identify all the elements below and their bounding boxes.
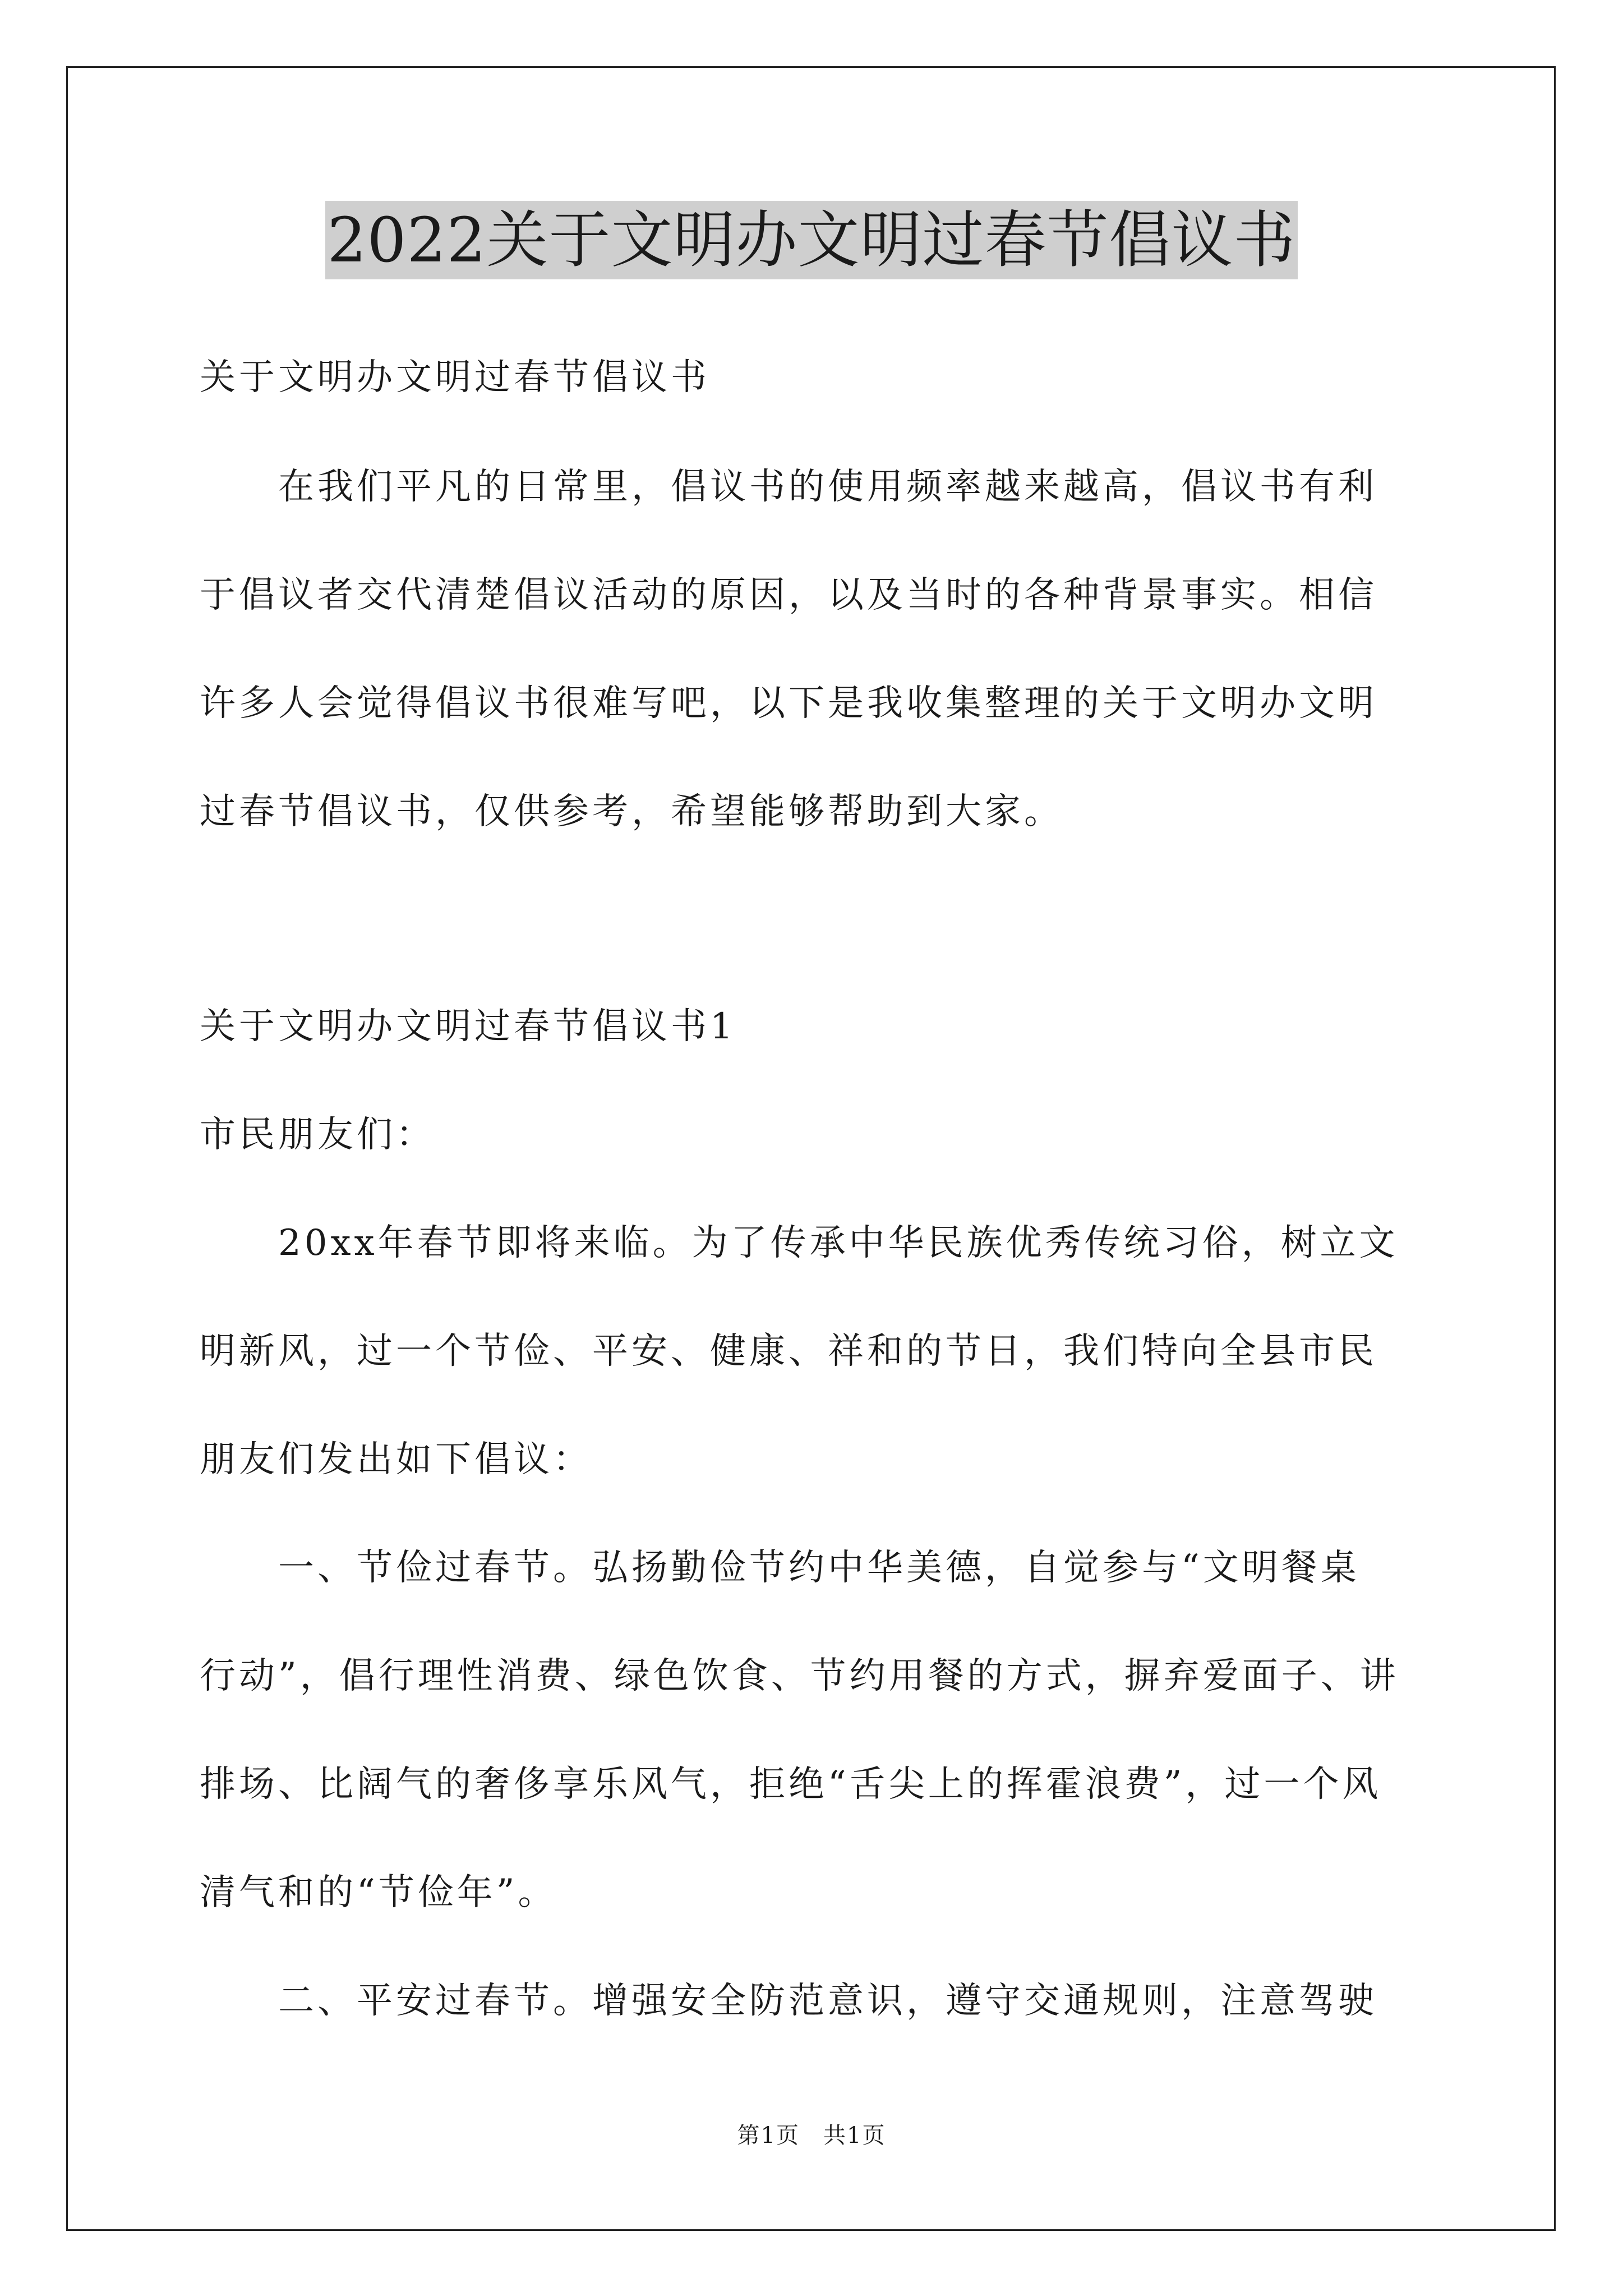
- body-line: 于倡议者交代清楚倡议活动的原因，以及当时的各种背景事实。相信: [200, 574, 1377, 616]
- title-container: [0, 201, 1623, 279]
- body-line: 朋友们发出如下倡议：: [200, 1439, 592, 1480]
- body-line: 排场、比阔气的奢侈享乐风气，拒绝“舌尖上的挥霍浪费”，过一个风: [200, 1764, 1382, 1805]
- body-line: 行动”，倡行理性消费、绿色饮食、节约用餐的方式，摒弃爱面子、讲: [200, 1655, 1399, 1697]
- salutation-line: 市民朋友们：: [200, 1114, 435, 1156]
- body-line: 二、平安过春节。增强安全防范意识，遵守交通规则，注意驾驶: [278, 1980, 1377, 2022]
- body-line: 一、节俭过春节。弘扬勤俭节约中华美德，自觉参与“文明餐桌: [278, 1547, 1360, 1589]
- body-line: 清气和的“节俭年”。: [200, 1872, 557, 1913]
- body-line: 在我们平凡的日常里，倡议书的使用频率越来越高，倡议书有利: [278, 466, 1377, 508]
- page-footer: 第1页 共1页: [737, 2123, 886, 2148]
- body-line: 明新风，过一个节俭、平安、健康、祥和的节日，我们特向全县市民: [200, 1331, 1377, 1372]
- section-heading: 关于文明办文明过春节倡议书1: [200, 1006, 736, 1047]
- body-line: 20xx年春节即将来临。为了传承中华民族优秀传统习俗，树立文: [278, 1222, 1399, 1264]
- body-line: 过春节倡议书，仅供参考，希望能够帮助到大家。: [200, 791, 1063, 832]
- document-title: 2022关于文明办文明过春节倡议书: [325, 201, 1298, 279]
- body-line: 许多人会觉得倡议书很难写吧，以下是我收集整理的关于文明办文明: [200, 683, 1377, 724]
- subtitle-line: 关于文明办文明过春节倡议书: [200, 357, 710, 398]
